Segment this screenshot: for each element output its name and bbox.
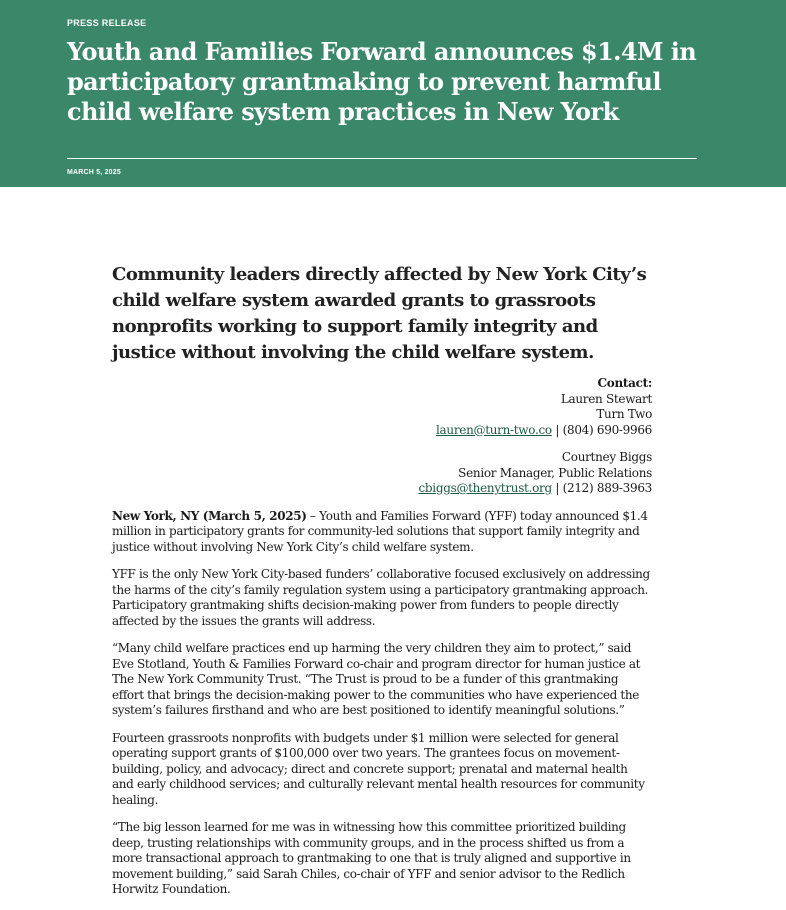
header-divider [67,158,697,159]
body-paragraph: YFF is the only New York City-based funders’ collaborative focused exclusively on addressing the harms of the city’s family regulation system using a participatory grantmaking approach. Participatory grantmaking shifts decision-making power from funders to people directly affected by the issues the grants will address. [112,567,650,628]
header-banner [0,0,786,187]
contact-label: Contact: [597,376,652,390]
contact-name: Lauren Stewart [560,391,652,406]
article-body [112,509,652,898]
article-content [112,262,652,910]
body-paragraph: “The big lesson learned for me was in witnessing how this committee prioritized building deep, trusting relationships with community groups, and in the process shifted us from a more transactional approach to grantmaking to one that is truly aligned and supportive in movement building,” said Sarah Chiles, co-chair of YFF and senior advisor to the Redlich Horwitz Foundation. [112,820,631,896]
dateline: New York, NY (March 5, 2025) [112,508,307,523]
contact-block [112,376,652,497]
contact-name: Courtney Biggs [561,450,652,464]
contact-phone: | (212) 889-3963 [555,481,652,495]
contact-email-link[interactable]: lauren@turn-two.co [436,422,552,437]
contact-email-link[interactable]: cbiggs@thenytrust.org [418,481,552,495]
contact-phone: | (804) 690-9966 [555,422,652,437]
contact-line [112,423,652,439]
page-title: Youth and Families Forward announces $1.4M in participatory grantmaking to prevent harmful child welfare system practices in New York [67,37,697,126]
release-date: MARCH 5, 2025 [67,169,121,176]
contact-org: Turn Two [596,407,652,421]
article-subhead: Community leaders directly affected by New York City’s child welfare system awarded grants to grassroots nonprofits working to support family integrity and justice without involving the child welfare system. [112,264,647,363]
contact-person [112,392,652,439]
contact-person [112,450,652,497]
body-paragraph [112,509,652,556]
body-paragraph: “Many child welfare practices end up harming the very children they aim to protect,” said Eve Stotland, Youth & Families Forward co-chair and program director for human justice at The New York Community Trust. “The Trust is proud to be a funder of this grantmaking effort that brings the decision-making power to the communities who have experienced the system’s failures firsthand and who are best positioned to identify meaningful solutions.” [112,641,641,717]
paragraph-text: – Youth and Families Forward (YFF) today announced $1.4 million in participatory grants for community-led solutions that support family integrity and justice without involving New York City’s child welfare system. [112,508,648,554]
body-paragraph: Fourteen grassroots nonprofits with budgets under $1 million were selected for general operating support grants of $100,000 over two years. The grantees focus on movement-building, policy, and advocacy; direct and concrete support; prenatal and maternal health and early childhood services; and culturally relevant mental health resources for community healing. [112,730,645,807]
contact-org: Senior Manager, Public Relations [458,465,652,480]
press-release-label: PRESS RELEASE [67,18,147,28]
contact-line [112,481,652,497]
